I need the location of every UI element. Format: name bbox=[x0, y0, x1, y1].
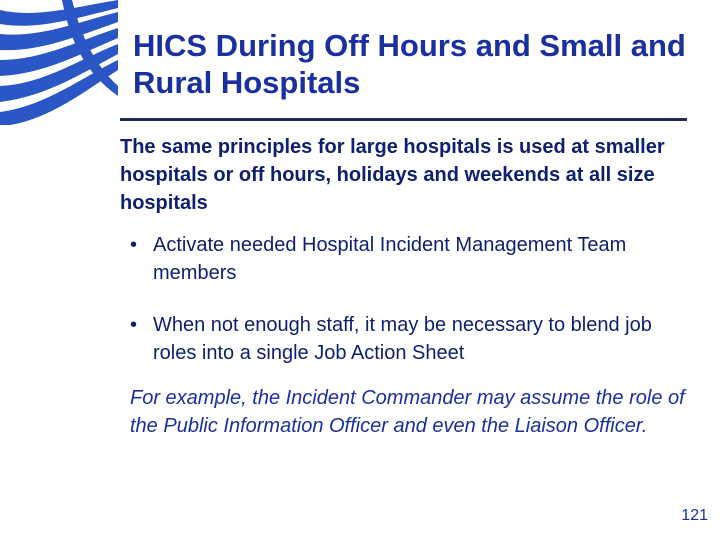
bullet-text: When not enough staff, it may be necessary to blend job roles into a single Job Action Sheet bbox=[153, 314, 652, 364]
bullet-icon: • bbox=[130, 234, 138, 256]
slide-title: HICS During Off Hours and Small and Rural Hospitals bbox=[133, 28, 686, 100]
intro-paragraph: The same principles for large hospitals is used at smaller hospitals or off hours, holidays and weekends at all size hospitals bbox=[120, 136, 665, 214]
bullet-list bbox=[130, 231, 690, 367]
page-number: 121 bbox=[681, 507, 708, 524]
bullet-item-activate-team bbox=[130, 231, 690, 287]
bullet-text: Activate needed Hospital Incident Management Team members bbox=[153, 234, 627, 284]
example-paragraph: For example, the Incident Commander may assume the role of the Public Information Officer and even the Liaison Officer. bbox=[130, 387, 685, 437]
bullet-icon: • bbox=[130, 314, 138, 336]
title-divider bbox=[120, 118, 687, 121]
bullet-item-blend-roles bbox=[130, 311, 690, 367]
striped-sweep-logo-icon bbox=[0, 0, 125, 125]
